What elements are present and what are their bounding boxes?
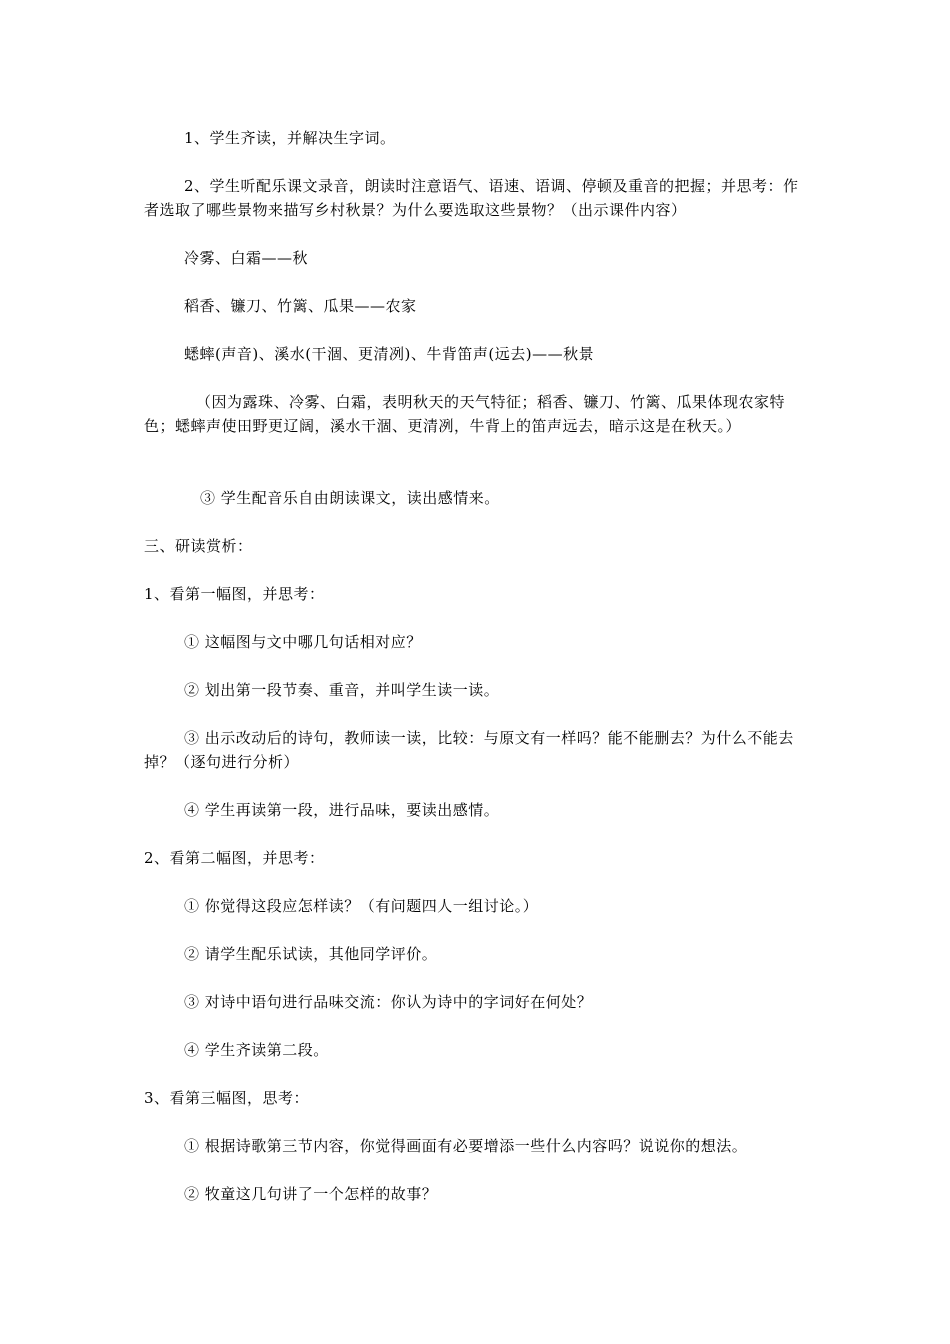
list-item-3-2: ② 牧童这几句讲了一个怎样的故事？: [184, 1185, 438, 1203]
keyword-line-autumn: 冷雾、白霜——秋: [184, 249, 309, 267]
list-item-2-3: ③ 对诗中语句进行品味交流：你认为诗中的字词好在何处？: [184, 993, 593, 1011]
keyword-line-autumn-scene: 蟋蟀(声音)、溪水(干涸、更清冽)、牛背笛声(远去)——秋景: [184, 345, 595, 363]
section-heading-analysis: 三、研读赏析：: [144, 537, 253, 555]
paragraph-step-3: ③ 学生配音乐自由朗读课文，读出感情来。: [200, 489, 500, 507]
paragraph-step-1: 1、学生齐读，并解决生字词。: [184, 129, 396, 147]
list-item-3-1: ① 根据诗歌第三节内容，你觉得画面有必要增添一些什么内容吗？说说你的想法。: [184, 1137, 748, 1155]
subheading-picture-2: 2、看第二幅图，并思考：: [144, 849, 325, 867]
list-item-2-2: ② 请学生配乐试读，其他同学评价。: [184, 945, 438, 963]
list-item-1-4: ④ 学生再读第一段，进行品味，要读出感情。: [184, 801, 500, 819]
keyword-line-farmhouse: 稻香、镰刀、竹篱、瓜果——农家: [184, 297, 417, 315]
paragraph-explanation: （因为露珠、冷雾、白霜，表明秋天的天气特征；稻香、镰刀、竹篱、瓜果体现农家特色；蟋蟀声使田野更辽阔，溪水干涸、更清冽，牛背上的笛声远去，暗示这是在秋天。）: [144, 393, 786, 435]
list-item-1-3: ③ 出示改动后的诗句，教师读一读，比较：与原文有一样吗？能不能删去？为什么不能去掉？（逐句进行分析）: [144, 729, 794, 771]
list-item-2-1: ① 你觉得这段应怎样读？（有问题四人一组讨论。）: [184, 897, 539, 915]
list-item-1-2: ② 划出第一段节奏、重音，并叫学生读一读。: [184, 681, 500, 699]
list-item-1-1: ① 这幅图与文中哪几句话相对应？: [184, 633, 422, 651]
list-item-2-4: ④ 学生齐读第二段。: [184, 1041, 329, 1059]
paragraph-step-2: 2、学生听配乐课文录音，朗读时注意语气、语速、语调、停顿及重音的把握；并思考：作者选取了哪些景物来描写乡村秋景？为什么要选取这些景物？（出示课件内容）: [144, 177, 799, 219]
subheading-picture-3: 3、看第三幅图，思考：: [144, 1089, 310, 1107]
subheading-picture-1: 1、看第一幅图，并思考：: [144, 585, 325, 603]
